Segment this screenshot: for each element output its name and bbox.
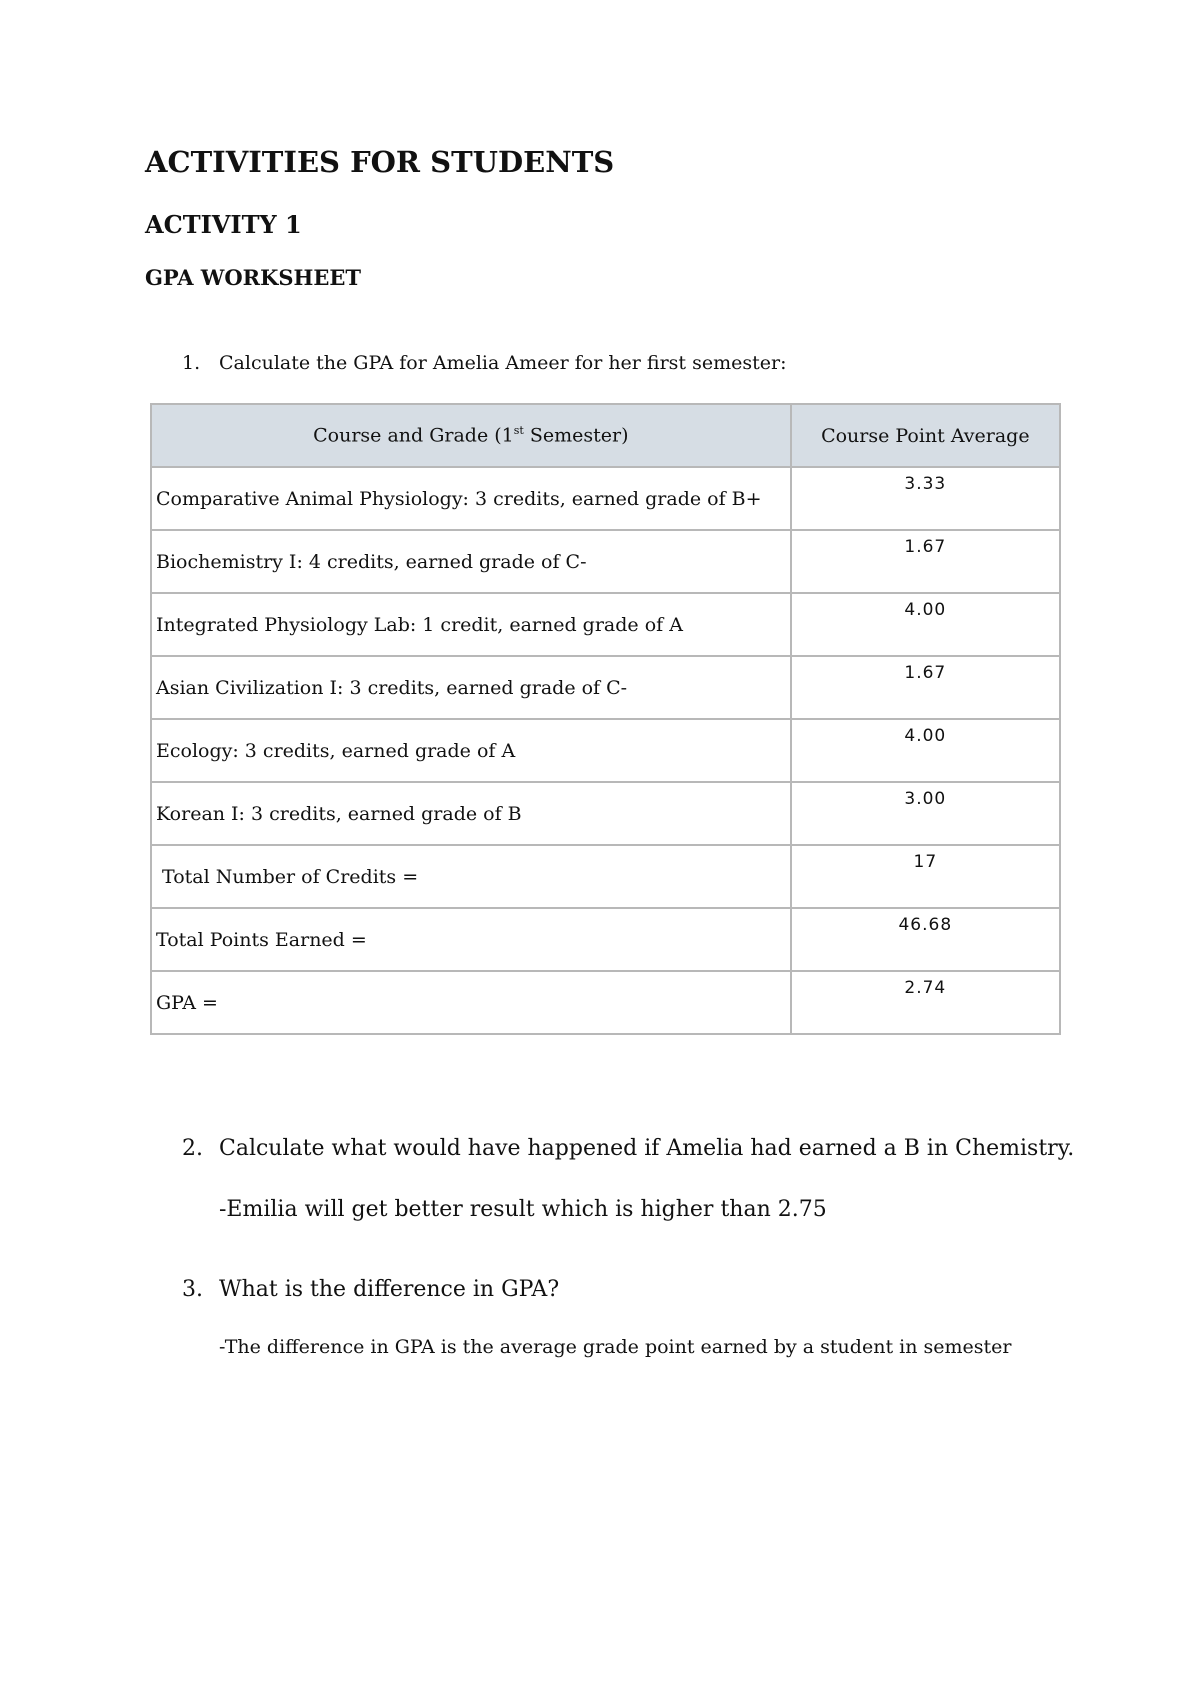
- header-course-point-average: Course Point Average: [791, 404, 1060, 467]
- course-cell: Asian Civilization I: 3 credits, earned grade of C-: [151, 656, 791, 719]
- table-row: [151, 467, 1060, 530]
- question-3-text: What is the difference in GPA?: [219, 1277, 560, 1302]
- course-cell: Biochemistry I: 4 credits, earned grade of C-: [151, 530, 791, 593]
- document-title: ACTIVITIES FOR STUDENTS: [145, 145, 615, 179]
- total-points-label: Total Points Earned =: [151, 908, 791, 971]
- course-cell: Ecology: 3 credits, earned grade of A: [151, 719, 791, 782]
- question-1-number: 1.: [182, 352, 201, 374]
- total-points-value: 46.68: [791, 908, 1060, 971]
- course-cell: Korean I: 3 credits, earned grade of B: [151, 782, 791, 845]
- activity-heading: ACTIVITY 1: [145, 210, 302, 239]
- point-cell: 1.67: [791, 656, 1060, 719]
- header-course-grade: [151, 404, 791, 467]
- header-course-suffix: Semester): [523, 424, 629, 447]
- table-row: [151, 782, 1060, 845]
- question-2-text: Calculate what would have happened if Amelia had earned a B in Chemistry.: [219, 1136, 1075, 1161]
- table-row: [151, 530, 1060, 593]
- question-1: [182, 352, 786, 374]
- gpa-row: [151, 971, 1060, 1034]
- total-credits-value: 17: [791, 845, 1060, 908]
- total-credits-label: Total Number of Credits =: [151, 845, 791, 908]
- table-row: [151, 656, 1060, 719]
- point-cell: 4.00: [791, 593, 1060, 656]
- worksheet-heading: GPA WORKSHEET: [145, 265, 362, 290]
- table-row: [151, 719, 1060, 782]
- question-3-number: 3.: [182, 1277, 203, 1302]
- table-row: [151, 593, 1060, 656]
- question-2: [182, 1136, 1074, 1161]
- header-course-prefix: Course and Grade (1: [313, 424, 514, 447]
- gpa-value: 2.74: [791, 971, 1060, 1034]
- point-cell: 1.67: [791, 530, 1060, 593]
- question-1-text: Calculate the GPA for Amelia Ameer for her first semester:: [219, 352, 787, 374]
- answer-2: -Emilia will get better result which is higher than 2.75: [219, 1197, 827, 1222]
- question-2-number: 2.: [182, 1136, 203, 1161]
- total-credits-row: [151, 845, 1060, 908]
- point-cell: 3.00: [791, 782, 1060, 845]
- question-3: [182, 1277, 559, 1302]
- table-header-row: [151, 404, 1060, 467]
- answer-3: -The difference in GPA is the average grade point earned by a student in semester: [219, 1336, 1012, 1358]
- gpa-label: GPA =: [151, 971, 791, 1034]
- total-points-row: [151, 908, 1060, 971]
- course-cell: Integrated Physiology Lab: 1 credit, earned grade of A: [151, 593, 791, 656]
- header-course-sup: st: [513, 424, 524, 438]
- point-cell: 3.33: [791, 467, 1060, 530]
- course-cell: Comparative Animal Physiology: 3 credits, earned grade of B+: [151, 467, 791, 530]
- point-cell: 4.00: [791, 719, 1060, 782]
- gpa-table: [150, 403, 1061, 1035]
